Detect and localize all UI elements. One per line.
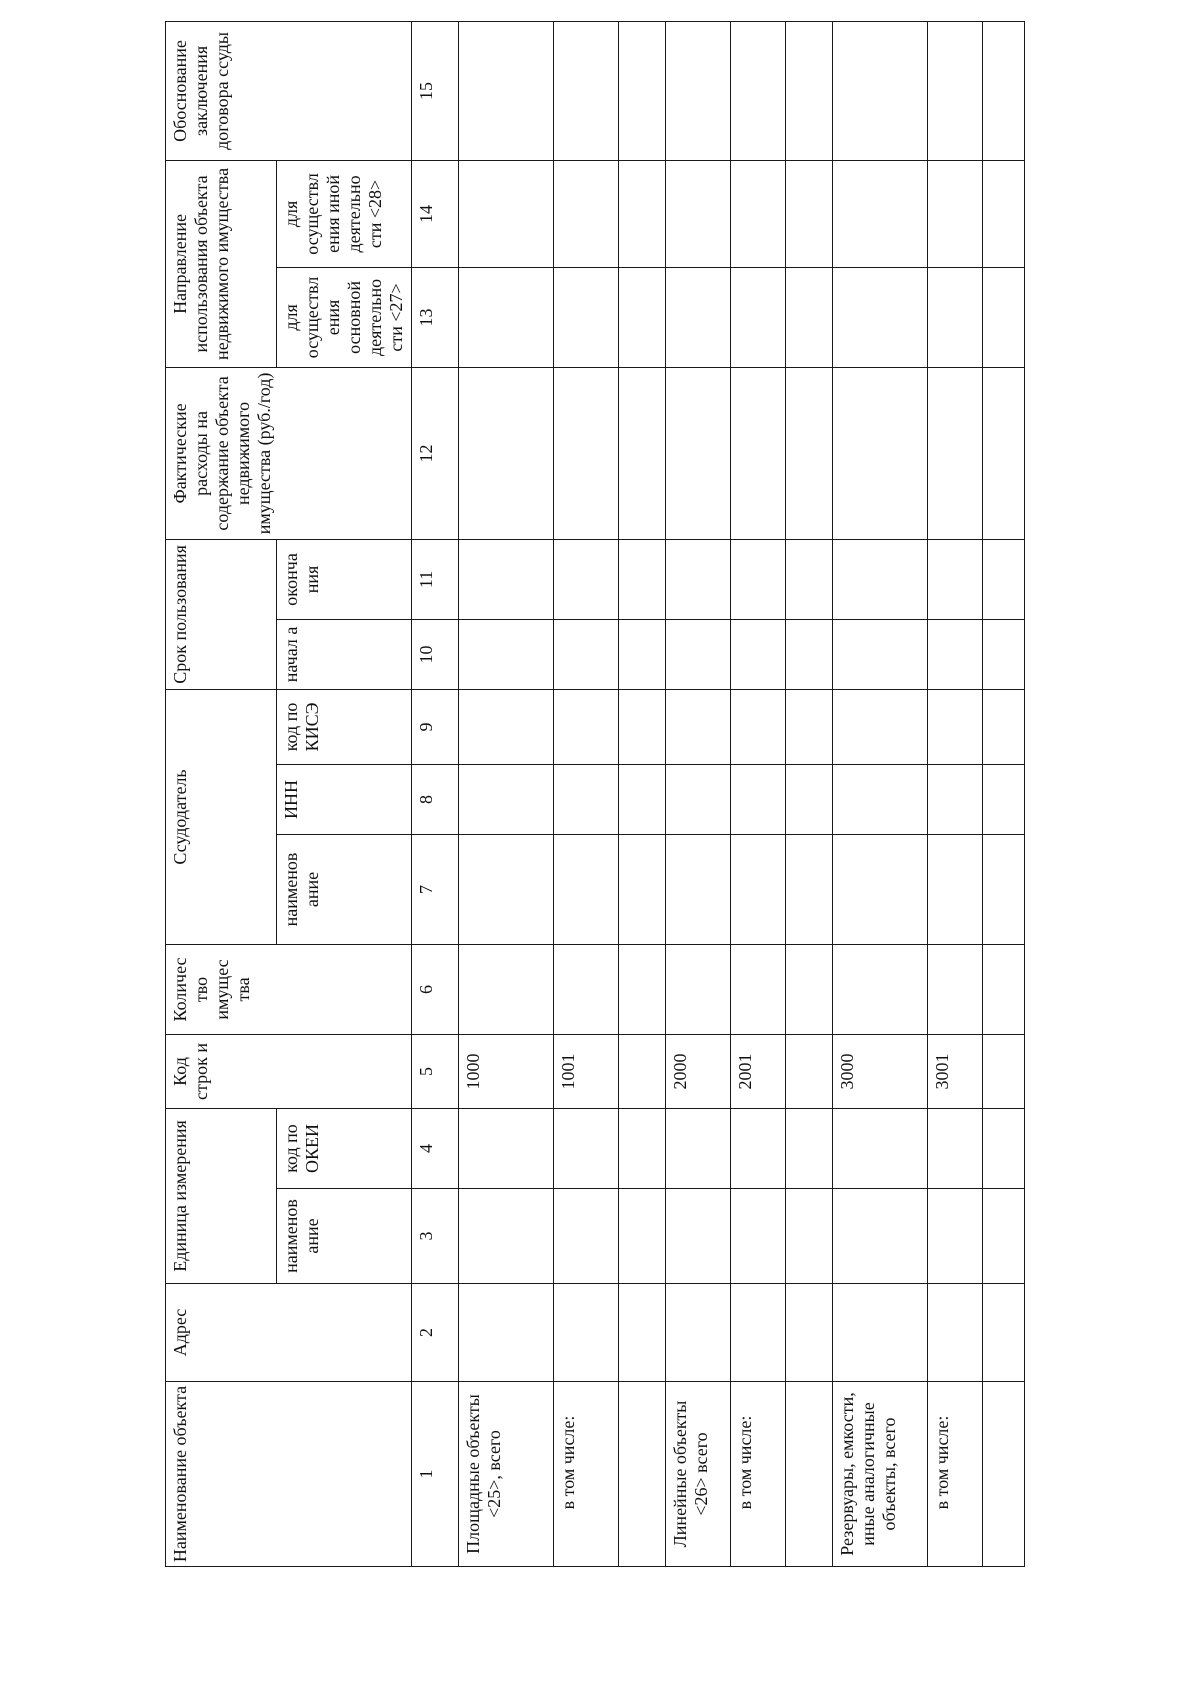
table-cell bbox=[983, 1189, 1025, 1284]
table-cell bbox=[983, 944, 1025, 1034]
column-number: 5 bbox=[412, 1034, 459, 1108]
row-line-code: 3001 bbox=[928, 1034, 983, 1108]
column-number: 10 bbox=[412, 619, 459, 689]
header-term-end: оконча ния bbox=[277, 539, 412, 619]
table-cell bbox=[554, 619, 619, 689]
row-label bbox=[983, 1382, 1025, 1567]
header-line-code: Код строк и bbox=[166, 1034, 412, 1108]
table-cell bbox=[928, 160, 983, 267]
table-cell bbox=[731, 619, 786, 689]
header-row-1 bbox=[166, 21, 277, 1566]
table-cell bbox=[731, 21, 786, 160]
table-cell bbox=[619, 764, 666, 834]
row-label bbox=[619, 1382, 666, 1567]
row-line-code: 3000 bbox=[833, 1034, 928, 1108]
table-cell bbox=[983, 619, 1025, 689]
table-cell bbox=[786, 764, 833, 834]
header-unit-okei: код по ОКЕИ bbox=[277, 1108, 412, 1188]
table-cell bbox=[554, 689, 619, 764]
header-unit: Единица измерения bbox=[166, 1108, 277, 1283]
table-row bbox=[786, 21, 833, 1566]
table-row bbox=[554, 21, 619, 1566]
row-line-code bbox=[983, 1034, 1025, 1108]
table-cell bbox=[983, 689, 1025, 764]
table-cell bbox=[554, 367, 619, 539]
table-cell bbox=[928, 619, 983, 689]
column-number: 11 bbox=[412, 539, 459, 619]
table-cell bbox=[786, 619, 833, 689]
table-cell bbox=[928, 764, 983, 834]
table-cell bbox=[928, 539, 983, 619]
table-cell bbox=[554, 160, 619, 267]
table-cell bbox=[554, 21, 619, 160]
table-cell bbox=[731, 1284, 786, 1382]
table-cell bbox=[833, 539, 928, 619]
table-cell bbox=[554, 1189, 619, 1284]
table-cell bbox=[459, 834, 554, 944]
table-cell bbox=[731, 834, 786, 944]
table-cell bbox=[554, 267, 619, 367]
table-cell bbox=[833, 1189, 928, 1284]
column-number: 2 bbox=[412, 1284, 459, 1382]
table-cell bbox=[666, 619, 731, 689]
column-number: 9 bbox=[412, 689, 459, 764]
table-cell bbox=[983, 764, 1025, 834]
row-line-code: 2000 bbox=[666, 1034, 731, 1108]
table-cell bbox=[666, 1284, 731, 1382]
row-line-code: 1001 bbox=[554, 1034, 619, 1108]
row-label: в том числе: bbox=[928, 1382, 983, 1567]
table-cell bbox=[459, 764, 554, 834]
table-cell bbox=[786, 267, 833, 367]
header-direction-main: для осуществл ения основной деятельно сти <27> bbox=[277, 267, 412, 367]
table-cell bbox=[619, 267, 666, 367]
table-cell bbox=[928, 1108, 983, 1188]
table-cell bbox=[666, 160, 731, 267]
column-number: 14 bbox=[412, 160, 459, 267]
table-cell bbox=[833, 1108, 928, 1188]
row-label: в том числе: bbox=[554, 1382, 619, 1567]
table-cell bbox=[619, 1189, 666, 1284]
table-cell bbox=[786, 689, 833, 764]
table-cell bbox=[928, 367, 983, 539]
column-number: 15 bbox=[412, 21, 459, 160]
table-cell bbox=[786, 834, 833, 944]
table-cell bbox=[983, 539, 1025, 619]
table-cell bbox=[983, 1284, 1025, 1382]
header-unit-name: наименов ание bbox=[277, 1189, 412, 1284]
table-cell bbox=[928, 944, 983, 1034]
table-cell bbox=[833, 689, 928, 764]
table-cell bbox=[983, 367, 1025, 539]
header-lender: Ссудодатель bbox=[166, 689, 277, 944]
table-cell bbox=[619, 944, 666, 1034]
table-cell bbox=[983, 834, 1025, 944]
table-cell bbox=[786, 1108, 833, 1188]
header-lender-inn: ИНН bbox=[277, 764, 412, 834]
table-cell bbox=[554, 1284, 619, 1382]
table-row bbox=[731, 21, 786, 1566]
table-cell bbox=[619, 1284, 666, 1382]
table-cell bbox=[731, 367, 786, 539]
table-cell bbox=[459, 1108, 554, 1188]
table-row bbox=[833, 21, 928, 1566]
table-cell bbox=[983, 1108, 1025, 1188]
table-cell bbox=[666, 944, 731, 1034]
table-cell bbox=[731, 267, 786, 367]
table-cell bbox=[554, 944, 619, 1034]
table-cell bbox=[619, 834, 666, 944]
property-loan-table bbox=[165, 21, 1025, 1567]
table-cell bbox=[833, 367, 928, 539]
table-cell bbox=[459, 160, 554, 267]
column-number: 6 bbox=[412, 944, 459, 1034]
table-cell bbox=[459, 1189, 554, 1284]
table-cell bbox=[786, 367, 833, 539]
table-cell bbox=[459, 619, 554, 689]
column-number: 12 bbox=[412, 367, 459, 539]
row-label: Площадные объекты <25>, всего bbox=[459, 1382, 554, 1567]
column-number: 4 bbox=[412, 1108, 459, 1188]
table-cell bbox=[833, 944, 928, 1034]
table-cell bbox=[459, 944, 554, 1034]
table-cell bbox=[731, 539, 786, 619]
table-cell bbox=[833, 764, 928, 834]
table-cell bbox=[928, 689, 983, 764]
table-row bbox=[619, 21, 666, 1566]
table-cell bbox=[928, 1189, 983, 1284]
table-cell bbox=[833, 619, 928, 689]
table-cell bbox=[666, 21, 731, 160]
table-cell bbox=[983, 21, 1025, 160]
table-cell bbox=[786, 944, 833, 1034]
table-cell bbox=[731, 689, 786, 764]
header-direction: Направление использования объекта недвижимого имущества bbox=[166, 160, 277, 367]
table-cell bbox=[833, 160, 928, 267]
table-cell bbox=[666, 267, 731, 367]
header-lender-name: наименов ание bbox=[277, 834, 412, 944]
row-label: Резервуары, емкости, иные аналогичные объекты, всего bbox=[833, 1382, 928, 1567]
row-label: в том числе: bbox=[731, 1382, 786, 1567]
row-label: Линейные объекты <26> всего bbox=[666, 1382, 731, 1567]
table-cell bbox=[666, 539, 731, 619]
table-cell bbox=[554, 834, 619, 944]
table-cell bbox=[833, 834, 928, 944]
table-cell bbox=[459, 267, 554, 367]
rotated-form bbox=[165, 22, 1083, 1567]
row-line-code: 1000 bbox=[459, 1034, 554, 1108]
table-row bbox=[983, 21, 1025, 1566]
table-cell bbox=[554, 764, 619, 834]
table-body bbox=[459, 21, 1025, 1566]
table-cell bbox=[554, 539, 619, 619]
table-cell bbox=[554, 1108, 619, 1188]
table-cell bbox=[833, 1284, 928, 1382]
table-cell bbox=[666, 1108, 731, 1188]
header-justification: Обоснование заключения договора ссуды bbox=[166, 21, 412, 160]
table-cell bbox=[928, 267, 983, 367]
table-cell bbox=[619, 539, 666, 619]
table-cell bbox=[666, 834, 731, 944]
table-cell bbox=[928, 834, 983, 944]
header-object-name: Наименование объекта bbox=[166, 1382, 412, 1567]
table-cell bbox=[459, 367, 554, 539]
column-number: 13 bbox=[412, 267, 459, 367]
header-lender-kise: код по КИСЭ bbox=[277, 689, 412, 764]
column-number: 7 bbox=[412, 834, 459, 944]
table-row bbox=[666, 21, 731, 1566]
table-cell bbox=[786, 1284, 833, 1382]
table-cell bbox=[786, 160, 833, 267]
table-cell bbox=[731, 944, 786, 1034]
column-number-row bbox=[412, 21, 459, 1566]
table-cell bbox=[983, 160, 1025, 267]
table-cell bbox=[786, 539, 833, 619]
table-cell bbox=[619, 619, 666, 689]
row-label bbox=[786, 1382, 833, 1567]
table-cell bbox=[928, 1284, 983, 1382]
row-line-code bbox=[786, 1034, 833, 1108]
column-number: 3 bbox=[412, 1189, 459, 1284]
table-cell bbox=[619, 160, 666, 267]
header-expenses: Фактические расходы на содержание объекта недвижимого имущества (руб./год) bbox=[166, 367, 412, 539]
table-cell bbox=[619, 689, 666, 764]
row-line-code bbox=[619, 1034, 666, 1108]
table-cell bbox=[666, 367, 731, 539]
table-cell bbox=[928, 21, 983, 160]
table-cell bbox=[731, 1189, 786, 1284]
table-cell bbox=[619, 21, 666, 160]
table-cell bbox=[833, 267, 928, 367]
table-cell bbox=[619, 367, 666, 539]
header-direction-other: для осуществл ения иной деятельно сти <28> bbox=[277, 160, 412, 267]
header-term: Срок пользования bbox=[166, 539, 277, 689]
row-line-code: 2001 bbox=[731, 1034, 786, 1108]
table-cell bbox=[666, 764, 731, 834]
header-address: Адрес bbox=[166, 1284, 412, 1382]
table-cell bbox=[666, 1189, 731, 1284]
table-cell bbox=[459, 689, 554, 764]
header-term-start: начал а bbox=[277, 619, 412, 689]
column-number: 1 bbox=[412, 1382, 459, 1567]
header-quantity: Количес тво имущес тва bbox=[166, 944, 412, 1034]
table-cell bbox=[666, 689, 731, 764]
table-cell bbox=[786, 1189, 833, 1284]
column-number: 8 bbox=[412, 764, 459, 834]
table-cell bbox=[731, 160, 786, 267]
table-cell bbox=[731, 1108, 786, 1188]
table-row bbox=[459, 21, 554, 1566]
table-row bbox=[928, 21, 983, 1566]
table-cell bbox=[786, 21, 833, 160]
table-cell bbox=[731, 764, 786, 834]
table-cell bbox=[459, 539, 554, 619]
table-cell bbox=[833, 21, 928, 160]
table-cell bbox=[459, 21, 554, 160]
table-cell bbox=[983, 267, 1025, 367]
table-cell bbox=[459, 1284, 554, 1382]
table-cell bbox=[619, 1108, 666, 1188]
